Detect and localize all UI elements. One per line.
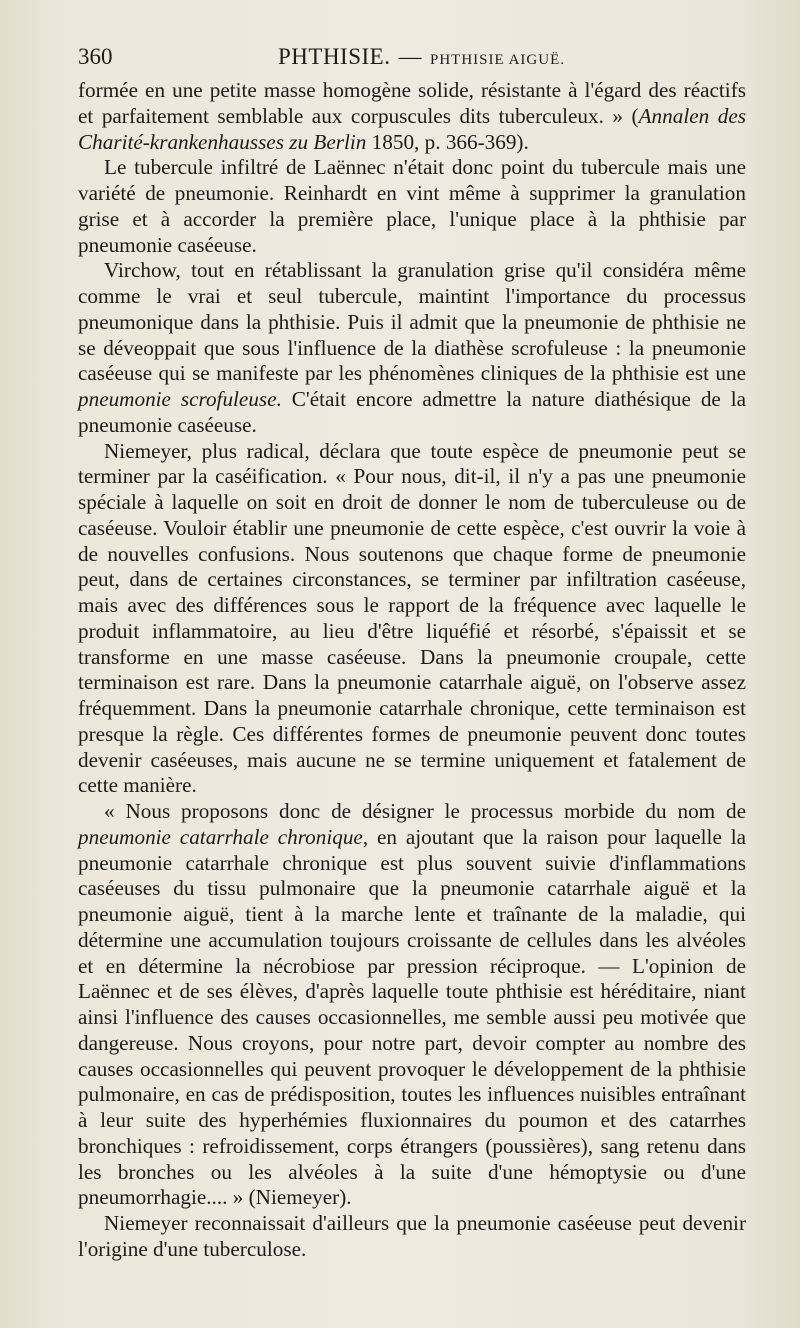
paragraph-text: Niemeyer reconnaissait d'ailleurs que la pneumonie caséeuse peut devenir l'origine d'une tuberculose.	[78, 1211, 746, 1261]
paragraph-text: Niemeyer, plus radical, déclara que toute espèce de pneumonie peut se terminer par la caséification. « Pour nous, dit-il, il n'y a pas une pneumonie spéciale à laquelle on soit en droit de donner le nom de tuberculeuse ou de caséeuse. Vouloir établir une pneumonie de cette espèce, c'est ouvrir la voie à de nouvelles confusions. Nous soutenons que chaque forme de pneumonie peut, dans de certaines circonstances, se terminer par infiltration caséeuse, mais avec des différences sous le rapport de la fréquence avec laquelle le produit inflammatoire, au lieu d'être liquéfié et résorbé, s'épaissit et se transforme en une masse caséeuse. Dans la pneumonie croupale, cette terminaison est rare. Dans la pneumonie catarrhale aiguë, on l'observe assez fréquemment. Dans la pneumonie catarrhale chronique, cette terminaison est presque la règle. Ces différentes formes de pneumonie peuvent donc toutes devenir caséeuses, mais aucune ne se termine uniquement et fatalement de cette manière.	[78, 438, 746, 798]
body-text	[78, 78, 746, 1263]
italic-text: pneumonie catarrhale chronique	[78, 824, 363, 849]
paragraph-text: C'était encore admettre la nature diathésique de la pneumonie caséeuse.	[78, 387, 746, 437]
paragraph-2	[78, 155, 746, 258]
paragraph-text: Virchow, tout en rétablissant la granulation grise qu'il considéra même comme le vrai et seul tubercule, maintint l'importance du processus pneumonique dans la phthisie. Puis il admit que la pneumonie de phthisie ne se déveoppait que sous l'influence de la diathèse scrofuleuse : la pneumonie caséeuse qui se manifeste par les phénomènes cliniques de la phthisie est une	[78, 258, 746, 386]
paragraph-text: Le tubercule infiltré de Laënnec n'était donc point du tubercule mais une variété de pneumonie. Reinhardt en vint même à supprimer la granulation grise et à accorder la première place, l'unique place à la phthisie par pneumonie caséeuse.	[78, 155, 746, 257]
running-header	[78, 40, 746, 74]
paragraph-text: 1850, p. 366-369).	[366, 129, 529, 154]
paragraph-3	[78, 258, 746, 438]
paragraph-text: , en ajoutant que la raison pour laquelle la pneumonie catarrhale chronique est plus souvent suivie d'inflammations caséeuses du tissu pulmonaire que la pneumonie catarrhale aiguë et la pneumonie aiguë, tient à la marche lente et traînante de la maladie, qui détermine une accumulation toujours croissante de cellules dans les alvéoles et en détermine la nécrobiose par pression réciproque. — L'opinion de Laënnec et de ses élèves, d'après laquelle toute phthisie est héréditaire, niant ainsi l'influence des causes occasionnelles, me semble aussi peu motivée que dangereuse. Nous croyons, pour notre part, devoir compter au nombre des causes occasionnelles qui peuvent provoquer le développement de la phthisie pulmonaire, en cas de prédisposition, toutes les influences nuisibles entraînant à leur suite des hyperhémies fluxionnaires du poumon et des catarrhes bronchiques : refroidissement, corps étrangers (poussières), sang retenu dans les bronches ou les alvéoles à la suite d'une hémoptysie ou d'une pneumorrhagie.... » (Niemeyer).	[78, 824, 746, 1210]
paragraph-text: formée en une petite masse homogène solide, résistante à l'égard des réactifs et parfaitement semblable aux corpuscules dits tuberculeux. » (	[78, 78, 746, 128]
running-title-main: PHTHISIE.	[278, 44, 391, 69]
paragraph-4	[78, 439, 746, 800]
paragraph-text: « Nous proposons donc de désigner le processus morbide du nom de	[104, 799, 746, 823]
italic-text: Annalen des Charité-krankenhausses zu Berlin	[78, 103, 746, 154]
paragraph-1	[78, 78, 746, 155]
paragraph-5	[78, 799, 746, 1211]
running-title	[278, 44, 565, 70]
running-title-sub: PHTHISIE AIGUË.	[429, 52, 565, 68]
running-title-dash: —	[398, 44, 422, 69]
page-number: 360	[78, 44, 113, 69]
paragraph-6	[78, 1211, 746, 1263]
italic-text: pneumonie scrofuleuse.	[78, 387, 282, 411]
